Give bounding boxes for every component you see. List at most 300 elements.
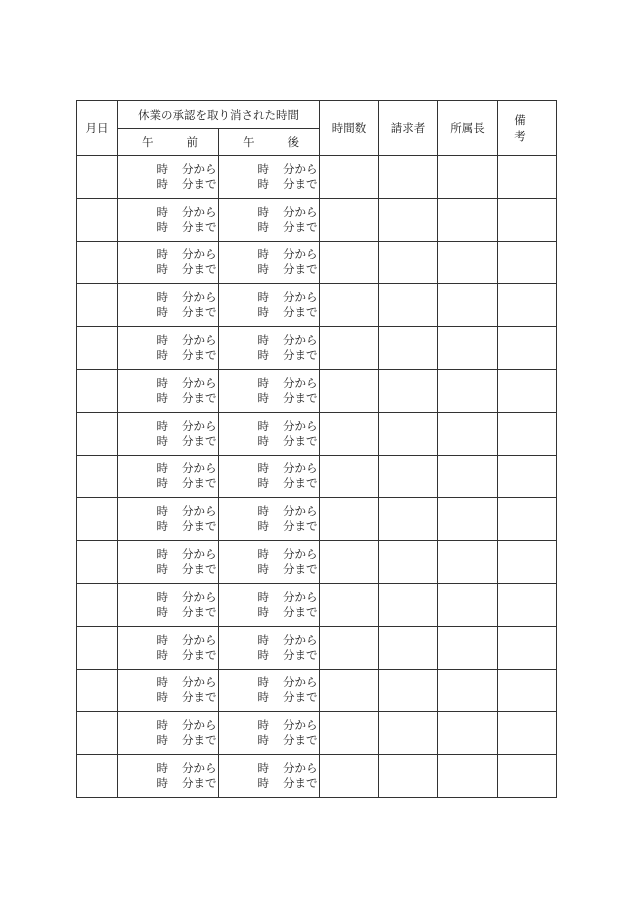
chief-cell[interactable] [438,369,498,412]
hour-label: 時 [257,690,269,705]
hours-cell[interactable] [320,369,379,412]
am-time-cell[interactable] [118,541,219,584]
hour-label: 時 [257,718,269,733]
am-to-line [118,434,218,449]
to-label: 分まで [182,776,217,791]
hour-label: 時 [257,305,269,320]
pm-to-line [219,220,319,235]
am-time-cell[interactable] [118,412,219,455]
hour-label: 時 [156,675,168,690]
from-label: 分から [283,632,318,647]
hour-label: 時 [156,305,168,320]
to-label: 分まで [283,562,318,577]
am-time-cell[interactable] [118,583,219,626]
am-time-cell[interactable] [118,755,219,798]
month-day-cell[interactable] [77,712,118,755]
to-label: 分まで [182,390,217,405]
pm-from-line [219,761,319,776]
form-row [77,755,557,798]
hour-label: 時 [156,375,168,390]
form-row [77,156,557,199]
pm-from-line [219,590,319,605]
to-label: 分まで [182,348,217,363]
am-from-line [118,162,218,177]
chief-cell[interactable] [438,327,498,370]
pm-to-line [219,262,319,277]
to-label: 分まで [182,262,217,277]
hour-label: 時 [257,204,269,219]
am-to-line [118,776,218,791]
requester-cell[interactable] [379,712,438,755]
pm-from-line [219,290,319,305]
am-from-line [118,675,218,690]
month-day-cell[interactable] [77,455,118,498]
am-to-line [118,348,218,363]
requester-cell[interactable] [379,455,438,498]
to-label: 分まで [283,776,318,791]
pm-time-cell[interactable] [219,327,320,370]
to-label: 分まで [283,604,318,619]
month-day-cell[interactable] [77,241,118,284]
am-time-cell[interactable] [118,455,219,498]
hour-label: 時 [156,776,168,791]
from-label: 分から [182,589,217,604]
am-to-line [118,391,218,406]
from-label: 分から [182,632,217,647]
pm-time-cell[interactable] [219,712,320,755]
hour-label: 時 [257,547,269,562]
hour-label: 時 [257,519,269,534]
from-label: 分から [283,290,318,305]
pm-to-line [219,348,319,363]
pm-time-cell[interactable] [219,284,320,327]
hour-label: 時 [156,562,168,577]
am-from-line [118,205,218,220]
form-row [77,284,557,327]
pm-to-line [219,648,319,663]
to-label: 分まで [182,305,217,320]
from-label: 分から [182,547,217,562]
remarks-cell[interactable] [498,156,557,199]
to-label: 分まで [182,219,217,234]
hour-label: 時 [257,390,269,405]
chief-cell[interactable] [438,455,498,498]
month-day-cell[interactable] [77,284,118,327]
pm-to-line [219,605,319,620]
from-label: 分から [182,161,217,176]
am-from-line [118,547,218,562]
chief-cell[interactable] [438,669,498,712]
pm-time-cell[interactable] [219,669,320,712]
hours-cell[interactable] [320,712,379,755]
requester-cell[interactable] [379,626,438,669]
from-label: 分から [283,418,318,433]
form-row [77,498,557,541]
from-label: 分から [182,375,217,390]
chief-cell[interactable] [438,712,498,755]
requester-cell[interactable] [379,156,438,199]
hour-label: 時 [257,333,269,348]
form-row [77,412,557,455]
from-label: 分から [283,589,318,604]
chief-cell[interactable] [438,284,498,327]
am-from-line [118,333,218,348]
to-label: 分まで [182,176,217,191]
from-label: 分から [283,461,318,476]
am-from-line [118,419,218,434]
requester-cell[interactable] [379,369,438,412]
pm-from-line [219,333,319,348]
hour-label: 時 [257,176,269,191]
pm-to-line [219,177,319,192]
pm-time-cell[interactable] [219,455,320,498]
hour-label: 時 [257,161,269,176]
hour-label: 時 [257,418,269,433]
am-to-line [118,733,218,748]
hour-label: 時 [257,348,269,363]
chief-header: 所属長 [438,101,498,156]
am-to-line [118,690,218,705]
am-from-line [118,376,218,391]
chief-cell[interactable] [438,541,498,584]
hour-label: 時 [156,290,168,305]
to-label: 分まで [283,305,318,320]
to-label: 分まで [283,733,318,748]
hour-label: 時 [257,733,269,748]
form-row [77,541,557,584]
from-label: 分から [283,161,318,176]
to-label: 分まで [182,519,217,534]
hours-cell[interactable] [320,284,379,327]
pm-from-line [219,675,319,690]
to-label: 分まで [182,476,217,491]
form-row [77,455,557,498]
cancelled-time-header: 休業の承認を取り消された時間 [118,101,320,129]
requester-cell[interactable] [379,327,438,370]
form-row [77,241,557,284]
am-time-cell[interactable] [118,327,219,370]
pm-time-cell[interactable] [219,583,320,626]
pm-from-line [219,162,319,177]
hour-label: 時 [257,761,269,776]
to-label: 分まで [283,690,318,705]
pm-time-cell[interactable] [219,626,320,669]
from-label: 分から [283,333,318,348]
hour-label: 時 [257,461,269,476]
pm-time-cell[interactable] [219,241,320,284]
remarks-header: 備 考 [498,101,557,156]
chief-cell[interactable] [438,626,498,669]
hour-label: 時 [156,247,168,262]
requester-cell[interactable] [379,198,438,241]
month-day-cell[interactable] [77,369,118,412]
from-label: 分から [182,461,217,476]
remarks-cell[interactable] [498,541,557,584]
am-time-cell[interactable] [118,284,219,327]
month-day-cell[interactable] [77,498,118,541]
pm-time-cell[interactable] [219,541,320,584]
pm-to-line [219,562,319,577]
hour-label: 時 [156,718,168,733]
hour-label: 時 [257,589,269,604]
pm-from-line [219,461,319,476]
am-time-cell[interactable] [118,626,219,669]
am-char-1: 午 [142,135,154,149]
am-time-cell[interactable] [118,498,219,541]
am-from-line [118,718,218,733]
from-label: 分から [182,333,217,348]
pm-time-cell[interactable] [219,412,320,455]
hour-label: 時 [156,761,168,776]
to-label: 分まで [283,219,318,234]
from-label: 分から [283,675,318,690]
month-day-cell[interactable] [77,198,118,241]
hours-cell[interactable] [320,412,379,455]
hour-label: 時 [156,461,168,476]
from-label: 分から [182,418,217,433]
pm-to-line [219,476,319,491]
from-label: 分から [182,290,217,305]
hour-label: 時 [257,290,269,305]
to-label: 分まで [283,519,318,534]
to-label: 分まで [182,647,217,662]
from-label: 分から [283,761,318,776]
remarks-cell[interactable] [498,669,557,712]
pm-from-line [219,718,319,733]
hours-header: 時間数 [320,101,379,156]
hour-label: 時 [156,647,168,662]
pm-from-line [219,419,319,434]
remarks-cell[interactable] [498,198,557,241]
requester-cell[interactable] [379,583,438,626]
from-label: 分から [182,761,217,776]
hours-cell[interactable] [320,241,379,284]
pm-time-cell[interactable] [219,498,320,541]
to-label: 分まで [182,733,217,748]
pm-from-line [219,205,319,220]
hour-label: 時 [156,632,168,647]
hour-label: 時 [257,647,269,662]
hours-cell[interactable] [320,583,379,626]
hour-label: 時 [156,547,168,562]
pm-to-line [219,690,319,705]
to-label: 分まで [182,604,217,619]
requester-cell[interactable] [379,284,438,327]
from-label: 分から [283,504,318,519]
to-label: 分まで [182,433,217,448]
hour-label: 時 [257,675,269,690]
hour-label: 時 [156,733,168,748]
hour-label: 時 [156,589,168,604]
hour-label: 時 [257,476,269,491]
remarks-cell[interactable] [498,626,557,669]
from-label: 分から [283,204,318,219]
remarks-cell[interactable] [498,284,557,327]
form-row [77,669,557,712]
month-day-cell[interactable] [77,755,118,798]
to-label: 分まで [182,562,217,577]
form-row [77,712,557,755]
hour-label: 時 [156,690,168,705]
requester-cell[interactable] [379,241,438,284]
chief-cell[interactable] [438,241,498,284]
pm-from-line [219,247,319,262]
hour-label: 時 [156,390,168,405]
month-day-cell[interactable] [77,541,118,584]
am-time-cell[interactable] [118,241,219,284]
am-from-line [118,290,218,305]
pm-from-line [219,547,319,562]
remarks-cell[interactable] [498,412,557,455]
pm-from-line [219,633,319,648]
hours-cell[interactable] [320,156,379,199]
pm-to-line [219,776,319,791]
requester-cell[interactable] [379,498,438,541]
pm-char-2: 後 [287,135,299,149]
hour-label: 時 [257,604,269,619]
month-day-cell[interactable] [77,327,118,370]
form-row [77,327,557,370]
hour-label: 時 [257,504,269,519]
pm-time-cell[interactable] [219,369,320,412]
am-to-line [118,177,218,192]
am-to-line [118,648,218,663]
chief-cell[interactable] [438,583,498,626]
remarks-cell[interactable] [498,755,557,798]
hours-cell[interactable] [320,455,379,498]
hours-cell[interactable] [320,755,379,798]
remarks-cell[interactable] [498,241,557,284]
pm-from-line [219,376,319,391]
month-day-cell[interactable] [77,583,118,626]
month-day-header: 月日 [77,101,118,156]
hour-label: 時 [156,519,168,534]
to-label: 分まで [283,262,318,277]
from-label: 分から [182,718,217,733]
to-label: 分まで [283,476,318,491]
hour-label: 時 [257,632,269,647]
from-label: 分から [182,675,217,690]
remarks-cell[interactable] [498,712,557,755]
hours-cell[interactable] [320,327,379,370]
chief-cell[interactable] [438,755,498,798]
form-body [77,156,557,798]
am-time-cell[interactable] [118,669,219,712]
month-day-cell[interactable] [77,156,118,199]
from-label: 分から [182,247,217,262]
am-time-cell[interactable] [118,712,219,755]
hour-label: 時 [156,219,168,234]
hour-label: 時 [156,348,168,363]
from-label: 分から [283,718,318,733]
requester-cell[interactable] [379,541,438,584]
hour-label: 時 [156,504,168,519]
from-label: 分から [182,204,217,219]
chief-cell[interactable] [438,498,498,541]
hour-label: 時 [257,262,269,277]
am-to-line [118,562,218,577]
hour-label: 時 [156,161,168,176]
hours-cell[interactable] [320,198,379,241]
form-row [77,626,557,669]
am-time-cell[interactable] [118,156,219,199]
hours-cell[interactable] [320,498,379,541]
to-label: 分まで [283,176,318,191]
from-label: 分から [283,547,318,562]
hour-label: 時 [257,776,269,791]
hours-cell[interactable] [320,669,379,712]
to-label: 分まで [283,390,318,405]
to-label: 分まで [283,348,318,363]
am-from-line [118,247,218,262]
to-label: 分まで [283,647,318,662]
month-day-cell[interactable] [77,412,118,455]
hours-cell[interactable] [320,626,379,669]
am-time-cell[interactable] [118,369,219,412]
hour-label: 時 [156,604,168,619]
hour-label: 時 [257,433,269,448]
form-row [77,198,557,241]
requester-cell[interactable] [379,669,438,712]
hour-label: 時 [156,204,168,219]
chief-cell[interactable] [438,198,498,241]
requester-header: 請求者 [379,101,438,156]
month-day-cell[interactable] [77,669,118,712]
pm-time-cell[interactable] [219,755,320,798]
pm-to-line [219,434,319,449]
pm-time-cell[interactable] [219,156,320,199]
remarks-cell[interactable] [498,498,557,541]
from-label: 分から [182,504,217,519]
cancellation-form-table [76,100,557,798]
to-label: 分まで [283,433,318,448]
requester-cell[interactable] [379,755,438,798]
am-char-2: 前 [186,135,198,149]
remarks-cell[interactable] [498,583,557,626]
pm-to-line [219,519,319,534]
am-from-line [118,590,218,605]
am-to-line [118,305,218,320]
am-from-line [118,761,218,776]
hours-cell[interactable] [320,541,379,584]
remarks-cell[interactable] [498,327,557,370]
pm-char-1: 午 [243,135,255,149]
chief-cell[interactable] [438,412,498,455]
hour-label: 時 [257,219,269,234]
from-label: 分から [283,247,318,262]
hour-label: 時 [156,176,168,191]
month-day-cell[interactable] [77,626,118,669]
form-row [77,583,557,626]
am-to-line [118,476,218,491]
pm-to-line [219,391,319,406]
from-label: 分から [283,375,318,390]
am-to-line [118,262,218,277]
chief-cell[interactable] [438,156,498,199]
am-header [118,129,219,156]
remarks-cell[interactable] [498,369,557,412]
hour-label: 時 [156,262,168,277]
hour-label: 時 [156,433,168,448]
hour-label: 時 [156,333,168,348]
requester-cell[interactable] [379,412,438,455]
am-time-cell[interactable] [118,198,219,241]
hour-label: 時 [257,375,269,390]
remarks-cell[interactable] [498,455,557,498]
am-to-line [118,605,218,620]
pm-time-cell[interactable] [219,198,320,241]
hour-label: 時 [257,562,269,577]
